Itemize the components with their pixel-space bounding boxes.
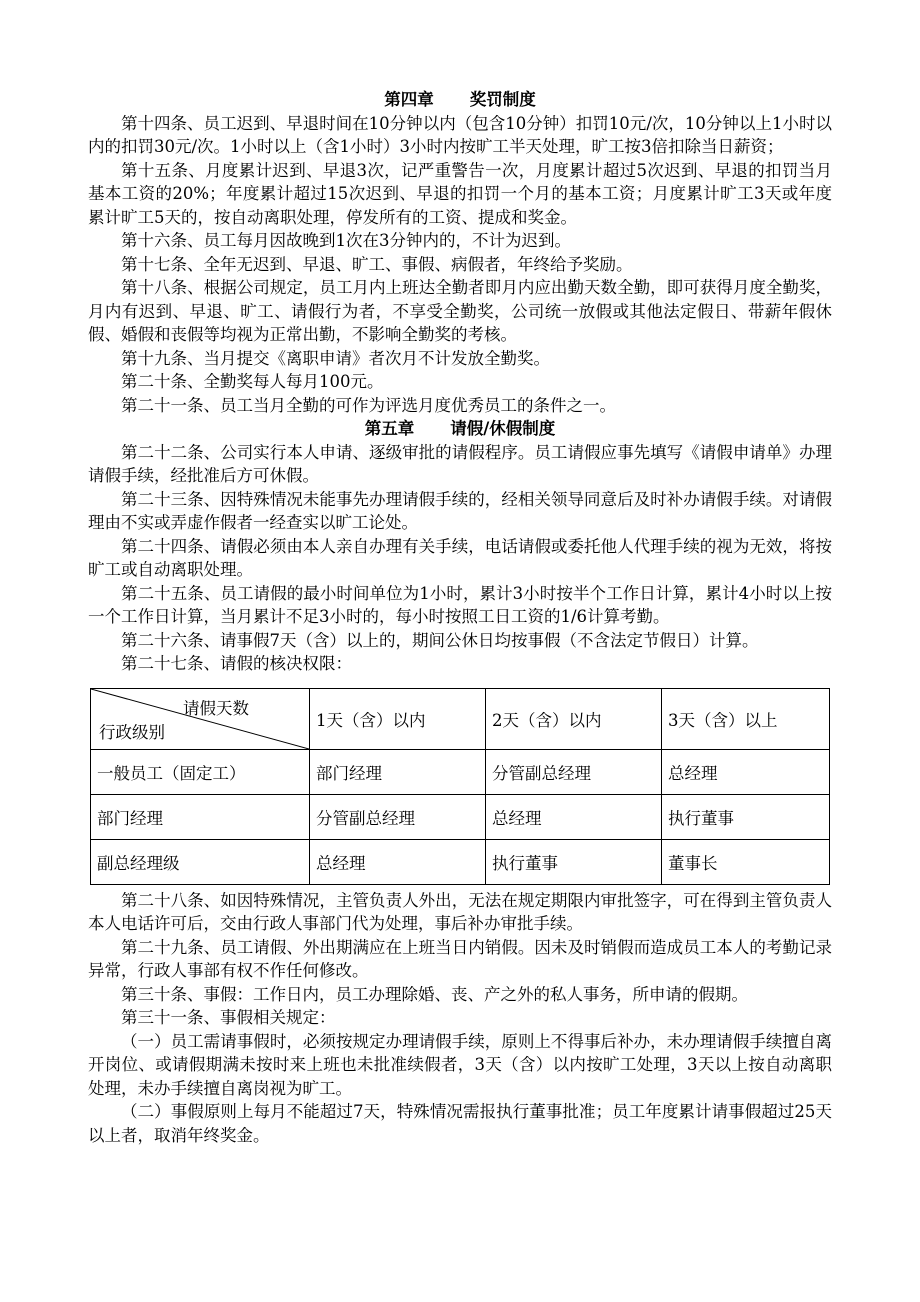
- article-21: 第二十一条、员工当月全勤的可作为评选月度优秀员工的条件之一。: [121, 395, 616, 415]
- table-cell: 分管副总经理: [310, 794, 486, 839]
- table-corner-cell: [91, 688, 310, 749]
- article-25: 第二十五条、员工请假的最小时间单位为1小时，累计3小时按半个工作日计算，累计4小时以上按一个工作日计算，当月累计不足3小时的，每小时按照工日工资的1/6计算考勤。: [88, 583, 832, 626]
- corner-label-days: 请假天数: [183, 698, 249, 718]
- document-page: [88, 88, 832, 1147]
- article-20: 第二十条、全勤奖每人每月100元。: [121, 372, 384, 391]
- table-cell: 执行董事: [486, 839, 662, 884]
- article-22: 第二十二条、公司实行本人申请、逐级审批的请假程序。员工请假应事先填写《请假申请单》办理请假手续，经批准后方可休假。: [88, 442, 832, 485]
- chapter-5-number: 第五章: [364, 419, 415, 438]
- table-row: [91, 839, 830, 884]
- leave-approval-table: [90, 688, 830, 885]
- chapter-4-number: 第四章: [384, 90, 434, 109]
- table-cell: 总经理: [662, 749, 830, 794]
- article-17: 第十七条、全年无迟到、早退、旷工、事假、病假者，年终给予奖励。: [121, 254, 633, 274]
- article-26: 第二十六条、请事假7天（含）以上的，期间公休日均按事假（不含法定节假日）计算。: [121, 630, 759, 650]
- article-15: 第十五条、月度累计迟到、早退3次，记严重警告一次，月度累计超过5次迟到、早退的扣罚当月基本工资的20%；年度累计超过15次迟到、早退的扣罚一个月的基本工资；月度累计旷工3天或年度累计旷工5天的，按自动离职处理，停发所有的工资、提成和奖金。: [88, 160, 832, 227]
- article-18: 第十八条、根据公司规定，员工月内上班达全勤者即月内应出勤天数全勤，即可获得月度全勤奖，月内有迟到、早退、旷工、请假行为者，不享受全勤奖，公司统一放假或其他法定假日、带薪年假休假、婚假和丧假等均视为正常出勤，不影响全勤奖的考核。: [88, 278, 832, 344]
- article-27: 第二十七条、请假的核决权限：: [121, 654, 352, 673]
- article-31-clause-2: （二）事假原则上每月不能超过7天，特殊情况需报执行董事批准；员工年度累计请事假超过25天以上者，取消年终奖金。: [88, 1102, 832, 1145]
- table-cell: 总经理: [310, 839, 486, 884]
- table-cell: 部门经理: [310, 749, 486, 794]
- article-31-clause-1: （一）员工需请事假时，必须按规定办理请假手续，原则上不得事后补办，未办理请假手续擅自离开岗位、或请假期满未按时来上班也未批准续假者，3天（含）以内按旷工处理，3天以上按自动离职处理，未办手续擅自离岗视为旷工。: [88, 1031, 832, 1098]
- table-level-cell: 副总经理级: [91, 839, 310, 884]
- article-14: 第十四条、员工迟到、早退时间在10分钟以内（包含10分钟）扣罚10元/次，10分钟以上1小时以内的扣罚30元/次。1小时以上（含1小时）3小时内按旷工半天处理，旷工按3倍扣除当日薪资；: [88, 113, 832, 156]
- article-28: 第二十八条、如因特殊情况，主管负责人外出，无法在规定期限内审批签字，可在得到主管负责人本人电话许可后，交由行政人事部门代为处理，事后补办审批手续。: [88, 890, 832, 933]
- table-header-cell: 1天（含）以内: [310, 688, 486, 749]
- table-level-cell: 部门经理: [91, 794, 310, 839]
- table-cell: 分管副总经理: [486, 749, 662, 794]
- table-header-cell: 3天（含）以上: [662, 688, 830, 749]
- table-level-cell: 一般员工（固定工）: [91, 749, 310, 794]
- table-header-row: [91, 688, 830, 749]
- table-cell: 董事长: [662, 839, 830, 884]
- corner-label-level: 行政级别: [99, 722, 165, 742]
- table-cell: 总经理: [486, 794, 662, 839]
- chapter-5-title: 请假/休假制度: [450, 419, 556, 438]
- table-row: [91, 794, 830, 839]
- chapter-4-title: 奖罚制度: [469, 90, 536, 109]
- chapter-4-heading: [88, 88, 832, 112]
- article-31: 第三十一条、事假相关规定：: [121, 1008, 336, 1027]
- table-cell: 执行董事: [662, 794, 830, 839]
- article-16: 第十六条、员工每月因故晚到1次在3分钟内的，不计为迟到。: [121, 231, 571, 250]
- article-23: 第二十三条、因特殊情况未能事先办理请假手续的，经相关领导同意后及时补办请假手续。对请假理由不实或弄虚作假者一经查实以旷工论处。: [88, 489, 832, 532]
- article-24: 第二十四条、请假必须由本人亲自办理有关手续，电话请假或委托他人代理手续的视为无效，将按旷工或自动离职处理。: [88, 536, 832, 579]
- table-row: [91, 749, 830, 794]
- table-header-cell: 2天（含）以内: [486, 688, 662, 749]
- article-19: 第十九条、当月提交《离职申请》者次月不计发放全勤奖。: [121, 348, 550, 368]
- article-29: 第二十九条、员工请假、外出期满应在上班当日内销假。因未及时销假而造成员工本人的考勤记录异常，行政人事部有权不作任何修改。: [88, 937, 832, 980]
- chapter-5-heading: [88, 417, 832, 441]
- article-30: 第三十条、事假：工作日内，员工办理除婚、丧、产之外的私人事务，所申请的假期。: [121, 984, 748, 1004]
